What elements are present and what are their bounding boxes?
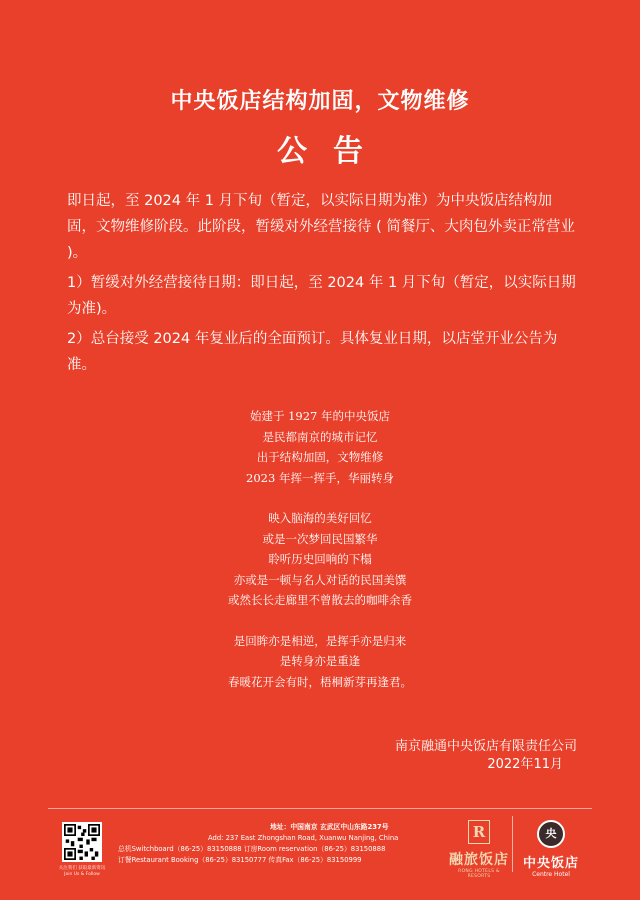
qr-caption: 关注我们 获取最新资讯 Join Us & Follow bbox=[58, 866, 106, 877]
logo-divider bbox=[512, 816, 513, 872]
poem-line: 或然长长走廊里不曾散去的咖啡余香 bbox=[228, 593, 412, 607]
poem-line: 是民都南京的城市记忆 bbox=[262, 429, 378, 444]
notice-title: 中央饭店结构加固，文物维修 bbox=[170, 88, 470, 114]
poem-line: 春暖花开会有时，梧桐新芽再逢君。 bbox=[228, 674, 412, 689]
phone-line-1: 总机Switchboard（86-25）83150888 订房Room reservation（86-25）83150888 bbox=[118, 845, 386, 853]
poem-stanza-2 bbox=[0, 508, 640, 611]
rong-logo-name: 融旅饭店 bbox=[449, 852, 509, 868]
footer-divider bbox=[48, 808, 592, 809]
notice-subtitle: 公告 bbox=[277, 134, 389, 169]
poem-stanza-3 bbox=[0, 631, 640, 693]
qr-code-icon bbox=[62, 822, 102, 862]
notice-paragraph-1: 即日起，至 2024 年 1 月下旬（暂定，以实际日期为准）为中央饭店结构加固，文物维修阶段。此阶段，暂缓对外经营接待 ( 简餐厅、大肉包外卖正常营业 )。 bbox=[67, 193, 575, 261]
rong-hotels-logo bbox=[446, 820, 512, 879]
poem-line: 出于结构加固，文物维修 bbox=[256, 450, 384, 464]
rong-logo-en: RONG HOTELS & RESORTS bbox=[458, 869, 500, 879]
poem-line: 2023 年挥一挥手，华丽转身 bbox=[246, 470, 394, 485]
poem-line: 或是一次梦回民国繁华 bbox=[262, 531, 378, 546]
poem-stanza-1 bbox=[0, 406, 640, 488]
phone-line-2: 订餐Restaurant Booking（86-25）83150777 传真Fax（86-25）83150999 bbox=[118, 856, 362, 864]
signature-date: 2022年11月 bbox=[487, 757, 563, 772]
poem-line: 是回眸亦是相逆，是挥手亦是归来 bbox=[233, 633, 407, 648]
poem-line: 亦或是一顿与名人对话的民国美馔 bbox=[233, 572, 407, 587]
poem bbox=[0, 406, 640, 712]
poem-line: 聆听历史回响的下榻 bbox=[268, 552, 372, 566]
signature-company: 南京融通中央饭店有限责任公司 bbox=[394, 739, 577, 754]
notice-paragraph-3: 2）总台接受 2024 年复业后的全面预订。具体复业日期，以店堂开业公告为准。 bbox=[67, 331, 558, 373]
centre-hotel-name: 中央饭店 bbox=[522, 856, 579, 871]
contact-info bbox=[118, 822, 418, 866]
poem-line: 映入脑海的美好回忆 bbox=[268, 511, 372, 525]
notice-body bbox=[67, 188, 577, 382]
address-en: Add: 237 East Zhongshan Road, Xuanwu Nanjing, China bbox=[208, 834, 399, 842]
signature bbox=[277, 738, 577, 774]
notice-paragraph-2: 1）暂缓对外经营接待日期：即日起，至 2024 年 1 月下旬（暂定，以实际日期为准)。 bbox=[67, 275, 576, 317]
address-cn: 地址：中国南京 玄武区中山东路237号 bbox=[270, 823, 389, 831]
centre-hotel-en: Centre Hotel bbox=[532, 871, 570, 878]
centre-hotel-seal-icon: 央 bbox=[537, 820, 565, 848]
poem-line: 始建于 1927 年的中央饭店 bbox=[249, 409, 391, 423]
poem-line: 是转身亦是重逢 bbox=[279, 654, 361, 668]
qr-code-graphic bbox=[64, 824, 100, 860]
centre-hotel-logo bbox=[518, 820, 584, 878]
rong-logo-icon: R bbox=[468, 820, 490, 844]
